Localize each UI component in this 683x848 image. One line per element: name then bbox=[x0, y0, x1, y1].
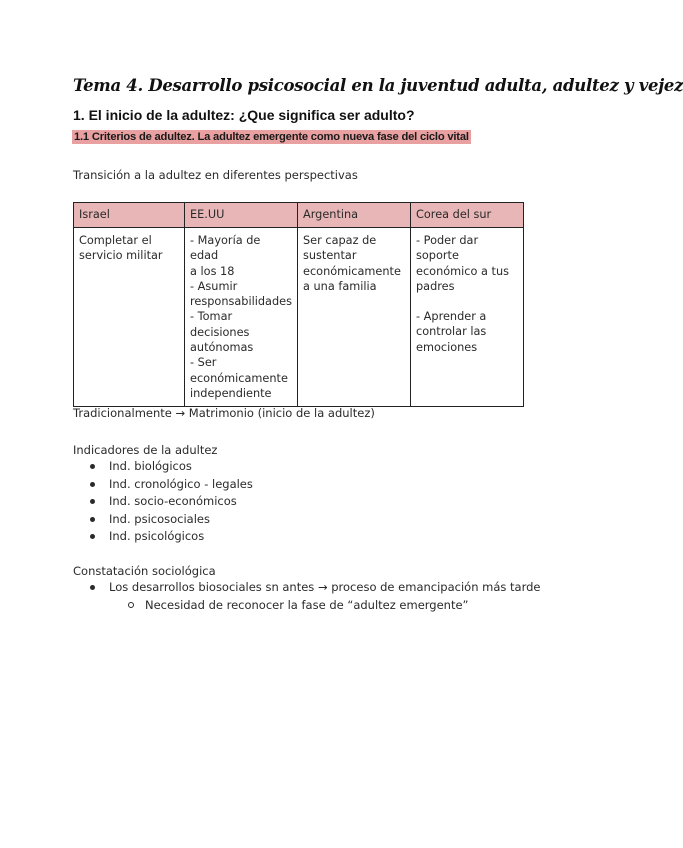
table-header-cell: Israel bbox=[74, 203, 185, 228]
cell-line: - Poder dar bbox=[416, 234, 479, 247]
indicators-heading: Indicadores de la adultez bbox=[73, 443, 218, 457]
bullet-icon bbox=[90, 534, 95, 539]
table-cell-argentina bbox=[298, 228, 411, 407]
hollow-bullet-icon bbox=[128, 602, 134, 608]
cell-gap bbox=[416, 294, 518, 309]
bullet-icon bbox=[90, 517, 95, 522]
cell-line: Completar el bbox=[79, 234, 152, 247]
table-row bbox=[74, 228, 524, 407]
cell-line: - Tomar bbox=[190, 310, 233, 324]
table-cell-israel bbox=[74, 228, 185, 407]
bullet-icon bbox=[90, 499, 95, 504]
cell-line: - Ser bbox=[190, 356, 217, 370]
cell-line: emociones bbox=[416, 340, 478, 354]
cell-line: responsabilidades bbox=[190, 295, 292, 309]
cell-line: - Asumir bbox=[190, 279, 238, 293]
cell-line: independiente bbox=[190, 386, 272, 400]
cell-line: soporte bbox=[416, 249, 459, 263]
cell-line: a una familia bbox=[303, 279, 377, 293]
perspectives-table bbox=[73, 202, 524, 407]
cell-line: controlar las bbox=[416, 325, 487, 339]
table-header-cell: Corea del sur bbox=[411, 203, 524, 228]
bullet-icon bbox=[90, 482, 95, 487]
list-item bbox=[73, 597, 469, 615]
list-item bbox=[73, 528, 253, 546]
cell-line: autónomas bbox=[190, 341, 254, 355]
bullet-icon bbox=[90, 585, 95, 590]
cell-line: decisiones bbox=[190, 325, 250, 339]
sociological-sublist bbox=[73, 597, 469, 615]
cell-line: - Mayoría de edad bbox=[190, 234, 261, 263]
list-item-text: Ind. psicosociales bbox=[109, 511, 210, 526]
list-item bbox=[73, 493, 253, 511]
list-item-text: Los desarrollos biosociales sn antes → proceso de emancipación más tarde bbox=[109, 580, 541, 594]
cell-line: a los 18 bbox=[190, 264, 235, 278]
sociological-list bbox=[73, 579, 541, 597]
cell-line: padres bbox=[416, 279, 455, 293]
cell-line: sustentar bbox=[303, 249, 357, 263]
list-item-text: Necesidad de reconocer la fase de “adultez emergente” bbox=[145, 598, 469, 612]
list-item bbox=[73, 579, 541, 597]
indicators-list bbox=[73, 458, 253, 546]
list-item bbox=[73, 511, 253, 529]
cell-line: económicamente bbox=[303, 264, 401, 278]
list-item-text: Ind. cronológico - legales bbox=[109, 476, 253, 491]
cell-line: Ser capaz de bbox=[303, 234, 377, 247]
list-item bbox=[73, 476, 253, 494]
bullet-icon bbox=[90, 464, 95, 469]
subsection-heading-highlighted: 1.1 Criterios de adultez. La adultez emergente como nueva fase del ciclo vital bbox=[74, 131, 469, 143]
list-item-text: Ind. psicológicos bbox=[109, 529, 205, 543]
list-item bbox=[73, 458, 253, 476]
sociological-heading: Constatación sociológica bbox=[73, 564, 216, 578]
table-header-row bbox=[74, 203, 524, 228]
intro-text: Transición a la adultez en diferentes perspectivas bbox=[73, 168, 358, 182]
table-cell-eeuu bbox=[185, 228, 298, 407]
traditional-note: Tradicionalmente → Matrimonio (inicio de la adultez) bbox=[73, 406, 375, 420]
table-cell-corea bbox=[411, 228, 524, 407]
list-item-text: Ind. socio-económicos bbox=[109, 494, 237, 508]
section-heading: 1. El inicio de la adultez: ¿Que significa ser adulto? bbox=[73, 107, 415, 123]
table-header-cell: EE.UU bbox=[185, 203, 298, 228]
table-header-cell: Argentina bbox=[298, 203, 411, 228]
cell-line: - Aprender a bbox=[416, 310, 487, 324]
document-title: Tema 4. Desarrollo psicosocial en la juventud adulta, adultez y vejez bbox=[73, 76, 683, 95]
cell-line: económicamente bbox=[190, 371, 288, 385]
list-item-text: Ind. biológicos bbox=[109, 459, 192, 473]
cell-line: servicio militar bbox=[79, 249, 163, 263]
cell-line: económico a tus bbox=[416, 264, 509, 278]
